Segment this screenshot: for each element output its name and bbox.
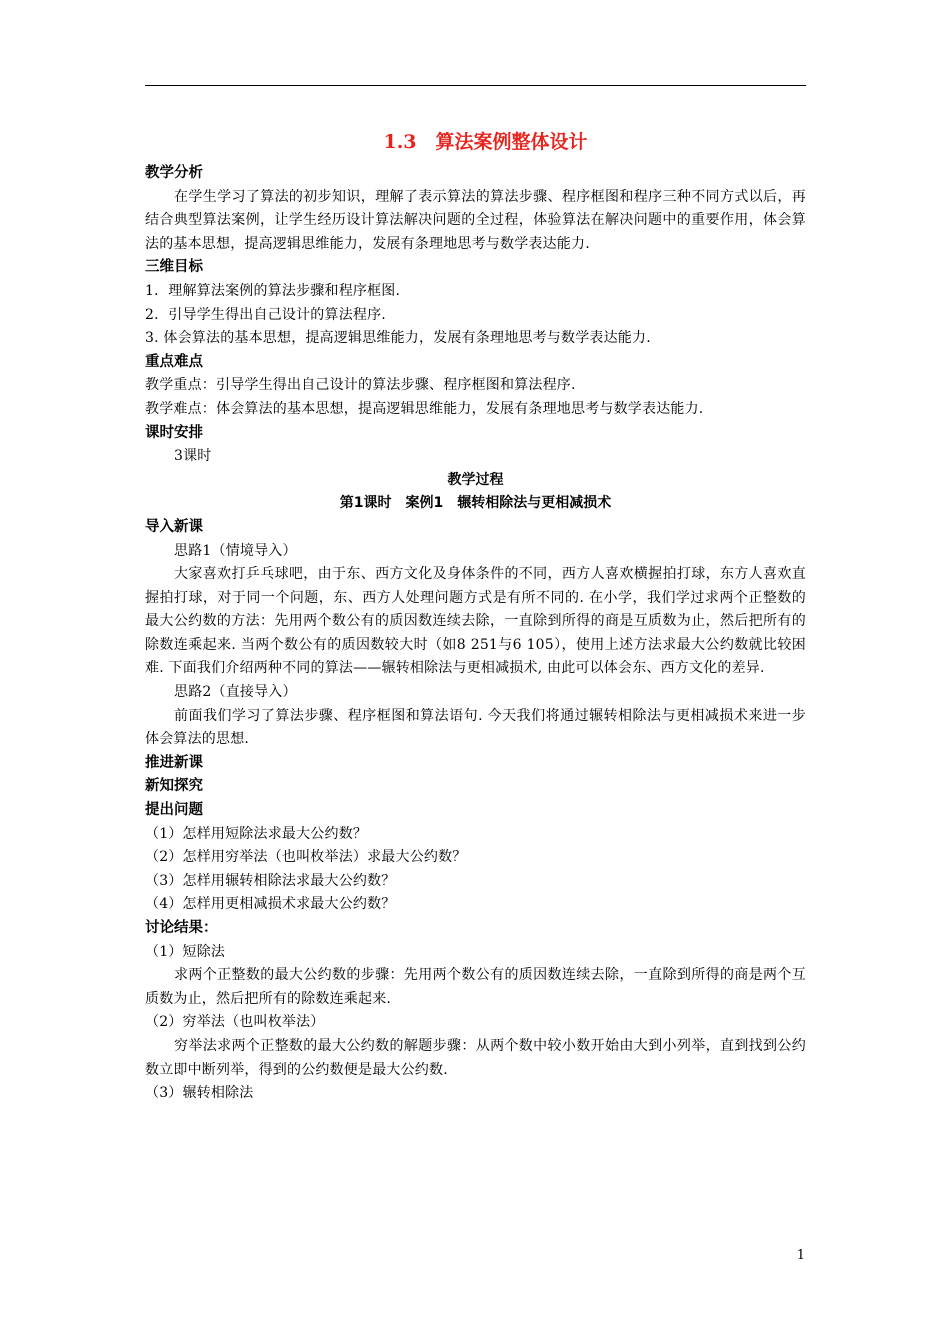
section-heading-questions: 提出问题	[145, 802, 203, 819]
question-item: （4）怎样用更相减损术求最大公约数？	[145, 896, 396, 913]
method-heading: （3）辗转相除法	[145, 1085, 254, 1102]
question-item: （1）怎样用短除法求最大公约数？	[145, 825, 368, 842]
method-text: 穷举法求两个正整数的最大公约数的解题步骤：从两个数中较小数开始由大到小列举，直到找到公约数立即中断列举，得到的公约数便是最大公约数.	[145, 1037, 806, 1078]
section-heading-goals: 三维目标	[145, 259, 203, 276]
keypoint-line: 教学重点：引导学生得出自己设计的算法步骤、程序框图和算法程序.	[145, 377, 576, 394]
analysis-paragraph: 在学生学习了算法的初步知识，理解了表示算法的算法步骤、程序框图和程序三种不同方式以后，再结合典型算法案例，让学生经历设计算法解决问题的全过程，体验算法在解决问题中的重要作用，体会算法的基本思想，提高逻辑思维能力，发展有条理地思考与数学表达能力.	[145, 188, 806, 252]
goal-item: 2．引导学生得出自己设计的算法程序.	[145, 306, 386, 323]
question-item: （3）怎样用辗转相除法求最大公约数？	[145, 872, 396, 889]
section-heading-analysis: 教学分析	[145, 165, 203, 181]
document-title: 1.3 算法案例整体设计	[383, 131, 588, 153]
method-heading: （1）短除法	[145, 943, 226, 960]
goal-item: 3. 体会算法的基本思想，提高逻辑思维能力，发展有条理地思考与数学表达能力.	[145, 330, 651, 347]
section-heading-intro: 导入新课	[145, 518, 203, 535]
section-heading-keypoints: 重点难点	[145, 353, 203, 370]
document-body	[145, 126, 806, 1106]
intro-paragraph-1: 大家喜欢打乒乓球吧，由于东、西方文化及身体条件的不同，西方人喜欢横握拍打球，东方人喜欢直握拍打球，对于同一个问题，东、西方人处理问题方式是有所不同的. 在小学，我们学过求两个正整数的最大公约数的方法：先用两个数公有的质因数连续去除，一直除到所得的商是互质数为止，然后把所有的除数连乘起来. 当两个数公有的质因数较大时（如8 251与6 105），使用上述方法求最大公约数就比较困难. 下面我们介绍两种不同的算法——辗转相除法与更相减损术, 由此可以体会东、西方文化的差异.	[145, 566, 806, 677]
question-item: （2）怎样用穷举法（也叫枚举法）求最大公约数？	[145, 849, 467, 866]
schedule-text: 3课时	[174, 448, 212, 465]
intro-paragraph-2: 前面我们学习了算法步骤、程序框图和算法语句. 今天我们将通过辗转相除法与更相减损术来进一步体会算法的思想.	[145, 707, 806, 748]
method-text: 求两个正整数的最大公约数的步骤：先用两个数公有的质因数连续去除，一直除到所得的商是两个互质数为止，然后把所有的除数连乘起来.	[145, 967, 806, 1007]
section-heading-advance: 推进新课	[145, 754, 203, 771]
method-heading: （2）穷举法（也叫枚举法）	[145, 1014, 325, 1031]
intro-idea-1: 思路1（情境导入）	[174, 542, 297, 559]
keypoint-line: 教学难点：体会算法的基本思想，提高逻辑思维能力，发展有条理地思考与数学表达能力.	[145, 400, 704, 417]
intro-idea-2: 思路2（直接导入）	[174, 684, 297, 701]
goal-item: 1．理解算法案例的算法步骤和程序框图.	[145, 282, 401, 299]
header-rule	[145, 85, 806, 86]
section-heading-results: 讨论结果：	[145, 920, 218, 936]
page-number: 1	[796, 1248, 805, 1263]
lesson-subheading: 第1课时 案例1 辗转相除法与更相减损术	[339, 495, 612, 512]
section-heading-explore: 新知探究	[145, 778, 203, 795]
section-heading-schedule: 课时安排	[145, 424, 203, 441]
process-heading: 教学过程	[447, 471, 504, 488]
